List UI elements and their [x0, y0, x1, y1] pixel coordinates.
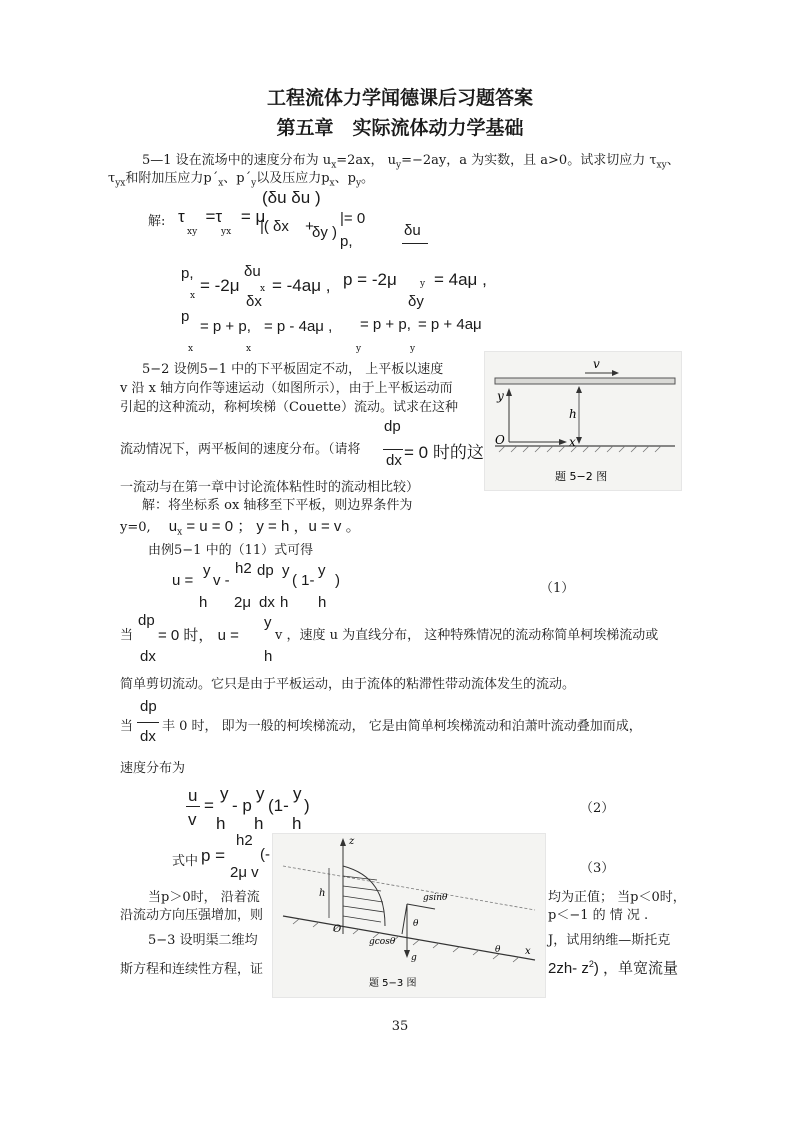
eqA-h1: h	[199, 594, 208, 611]
text: 和附加压应力p´	[125, 171, 219, 186]
eq2-a: = -2μ	[200, 276, 240, 295]
p53-l2a: 斯方程和连续性方程，证	[120, 962, 264, 977]
c3-a: 丰 0 时， 即为一般的柯埃梯流动， 它是由简单柯埃梯流动和泊萧叶流动叠加而成，	[162, 719, 642, 734]
eqA-u: u =	[172, 572, 194, 589]
p53-l2b	[548, 957, 678, 978]
text: = 0 时的这	[404, 443, 484, 462]
text: y=0,	[120, 520, 151, 535]
x-axis-arrow	[559, 439, 567, 445]
v-arrow-head	[612, 370, 619, 376]
eqA-h2: h2	[235, 560, 252, 577]
eq2-ux: x	[260, 284, 266, 294]
eq2-dy: δy	[408, 293, 424, 310]
eqA-dp: dp	[257, 562, 274, 579]
d1a: 当p＞0时， 沿着流	[148, 890, 260, 905]
eq3-a: = p + p,	[200, 318, 251, 335]
eqA-h4: h	[318, 594, 327, 611]
text: τ	[108, 171, 116, 186]
c2: 简单剪切流动。它只是由于平板运动，由于流体的粘滞性带动流体发生的流动。	[120, 677, 576, 692]
fraction-bar	[402, 243, 428, 244]
eqC-2muv: 2μ v	[230, 864, 259, 881]
gcos-arrow	[402, 904, 407, 934]
fig53-caption: 题 5−3 图	[369, 978, 417, 989]
math: 2zh- z	[548, 960, 589, 977]
math: )	[332, 224, 338, 241]
eqB-u: u	[188, 786, 198, 805]
eqA-y2: y	[282, 562, 290, 579]
eqB-h3: h	[292, 814, 302, 833]
text: u	[387, 153, 397, 168]
text: 以及压应力p	[256, 171, 330, 186]
text: 、	[666, 153, 680, 168]
eq-5-1-top: (δu δu )	[262, 188, 321, 207]
subscript: x	[329, 178, 335, 189]
page-number: 35	[391, 1019, 409, 1034]
eq2-p: p,	[181, 265, 194, 282]
c3-dang: 当	[120, 719, 134, 734]
math: =τ	[205, 207, 223, 226]
eqB-y2: y	[256, 784, 265, 803]
eqB-close: )	[304, 796, 310, 815]
figure-5-2-drawing	[485, 352, 681, 490]
c1-y: y	[264, 614, 272, 631]
eqC-paren: (-	[260, 846, 270, 863]
eqC-p: p =	[201, 846, 226, 865]
eq-number-2: （2）	[580, 801, 615, 816]
p52-l7	[120, 518, 361, 542]
superscript: 2	[588, 959, 594, 969]
eq-5-1-dy	[312, 224, 337, 241]
eqA-y3: y	[318, 562, 326, 579]
eq3-c: = p + p,	[360, 316, 411, 333]
c1-dx: dx	[140, 648, 156, 665]
eq3-b: = p - 4aμ ,	[264, 318, 333, 335]
text: 。	[361, 171, 375, 186]
fig52-o: O	[495, 433, 505, 447]
eq3-x1: x	[188, 344, 194, 354]
eqB-y3: y	[293, 784, 302, 803]
upper-plate	[495, 378, 675, 384]
figure-5-3	[272, 833, 546, 998]
eqA-y1: y	[203, 562, 211, 579]
p52-l3: 引起的这种流动，称柯埃梯（Couette）流动。试求在这种	[120, 400, 458, 415]
fig53-gsin: gsinθ	[423, 893, 448, 903]
c1-dp: dp	[138, 612, 155, 629]
subscript: yx	[115, 178, 126, 189]
eqB-h1: h	[216, 814, 226, 833]
page-title: 工程流体力学闻德课后习题答案	[266, 87, 533, 109]
math: ) ，单宽流量	[593, 960, 679, 977]
eq3-p: p	[181, 308, 190, 325]
fig53-g: g	[411, 953, 417, 963]
eqA-h3: h	[280, 594, 289, 611]
eq-number-3: （3）	[580, 861, 615, 876]
p52-dx: dx	[386, 452, 402, 469]
fig52-h: h	[569, 407, 577, 421]
math: δy	[312, 224, 328, 241]
math: u	[168, 518, 178, 535]
fraction-bar	[383, 449, 403, 450]
math: = u = 0 ； y = h ，u = v 。	[186, 518, 361, 535]
p53-l1b: J，试用纳维—斯托克	[548, 933, 671, 948]
subscript: x	[331, 160, 337, 171]
c1-dang: 当	[120, 628, 134, 643]
subscript: y	[251, 178, 257, 189]
d1b: 均为正值； 当p＜0时，	[548, 890, 686, 905]
sub-yx: yx	[221, 227, 232, 237]
eqA-dx: dx	[259, 594, 275, 611]
eq-5-1-zero: |= 0	[340, 210, 366, 227]
p52-l5: 一流动与在第一章中讨论流体粘性时的流动相比较）	[120, 480, 420, 495]
c4: 速度分布为	[120, 761, 186, 776]
subscript: y	[396, 160, 402, 171]
c1-b: v ，速度 u 为直线分布， 这种特殊情况的流动称简单柯埃梯流动或	[275, 628, 659, 643]
eqA-v: v -	[213, 572, 230, 589]
math: = μ	[240, 207, 266, 226]
fig52-y: y	[497, 389, 504, 403]
eqB-par: (1-	[268, 796, 289, 815]
eq2-y: y	[420, 279, 426, 289]
ground-hatch	[499, 446, 661, 452]
subscript: xy	[656, 160, 667, 171]
fig52-x: x	[569, 435, 576, 449]
fig53-o: O	[333, 924, 342, 935]
sub-xy: xy	[187, 227, 198, 237]
eq3-y1: y	[356, 344, 362, 354]
eqA-par: ( 1-	[292, 572, 315, 589]
d2b: p＜−1 的 情 况 .	[548, 908, 649, 923]
p52-l8: 由例5−1 中的（11）式可得	[148, 543, 314, 558]
text: 、p´	[223, 171, 252, 186]
fig53-theta1: θ	[413, 919, 419, 929]
c1-a: = 0 时， u =	[158, 627, 239, 644]
bed-hatch	[293, 919, 519, 962]
y-axis-arrow	[506, 388, 512, 396]
p52-l1: 5−2 设例5−1 中的下平板固定不动， 上平板以速度	[142, 362, 444, 377]
eqA-2mu: 2μ	[234, 594, 251, 611]
eq-5-1-tau	[178, 207, 265, 227]
text: =2ax，	[336, 153, 384, 168]
gravity-arrow-head	[404, 950, 410, 958]
eq3-y2: y	[410, 344, 416, 354]
fig53-theta2: θ	[495, 945, 501, 955]
math: |( δx	[260, 218, 289, 235]
chapter-title: 第五章 实际流体动力学基础	[276, 117, 524, 139]
subscript: x	[177, 527, 183, 538]
eq2-dx: δx	[246, 293, 262, 310]
fig52-caption: 题 5−2 图	[555, 470, 608, 483]
c1-h: h	[264, 648, 273, 665]
eqC-a: 式中	[172, 854, 199, 869]
figure-5-2	[484, 351, 682, 491]
eq-5-1-p: p,	[340, 233, 353, 250]
eqC-h2: h2	[236, 832, 253, 849]
fig53-gcos: gcosθ	[369, 937, 396, 947]
subscript: x	[218, 178, 224, 189]
h-arrow-top	[576, 386, 582, 393]
text: =−2ay，a 为实数，且 a>0。试求切应力 τ	[401, 153, 657, 168]
eqA-close: )	[335, 572, 340, 589]
fig53-h: h	[319, 888, 326, 899]
eq2-c: p = -2μ	[343, 270, 397, 289]
eq3-x2: x	[246, 344, 252, 354]
p52-dp: dp	[384, 418, 401, 435]
eqB-p: - p	[232, 796, 252, 815]
z-axis-arrow	[340, 838, 346, 846]
solve-label: 解:	[148, 214, 166, 229]
fig53-z: z	[349, 836, 355, 847]
subscript: y	[355, 178, 362, 189]
eqB-eq: =	[204, 796, 214, 815]
fig53-x: x	[525, 946, 531, 957]
eq2-du: δu	[244, 263, 261, 280]
p52-l4a: 流动情况下，两平板间的速度分布。（请将	[120, 442, 361, 457]
eqB-y1: y	[220, 784, 229, 803]
eqB-h2: h	[254, 814, 264, 833]
c3-dx: dx	[140, 728, 156, 745]
p52-l4b-eq	[404, 438, 484, 463]
eq3-d: = p + 4aμ	[418, 316, 482, 333]
eq2-b: = -4aμ ,	[272, 276, 331, 295]
text: 5—1 设在流场中的速度分布为 u	[142, 153, 332, 168]
eq-5-1-du: δu	[404, 222, 421, 239]
problem-5-1-line2	[108, 170, 374, 193]
h-arrow-bottom	[576, 437, 582, 444]
p52-l2: v 沿 x 轴方向作等速运动（如图所示），由于上平板运动而	[120, 381, 453, 396]
math: τ	[178, 207, 185, 226]
eq-5-1-paren	[260, 218, 314, 235]
eq2-x: x	[190, 291, 196, 301]
p52-l6: 解：将坐标系 ox 轴移至下平板，则边界条件为	[142, 498, 413, 513]
fraction-bar	[186, 806, 200, 807]
figure-5-3-drawing	[273, 834, 545, 997]
eq-number-1: （1）	[540, 581, 575, 596]
eqB-v: v	[188, 810, 197, 829]
d2a: 沿流动方向压强增加，则	[120, 908, 264, 923]
gsin-arrow	[407, 904, 435, 909]
fig52-v: v	[593, 357, 600, 371]
math: +	[305, 218, 314, 235]
eq2-d: = 4aμ ,	[434, 270, 487, 289]
c3-dp: dp	[140, 698, 157, 715]
fraction-bar	[137, 722, 159, 723]
text: 、p	[334, 171, 356, 186]
p53-l1a: 5−3 设明渠二维均	[148, 933, 258, 948]
